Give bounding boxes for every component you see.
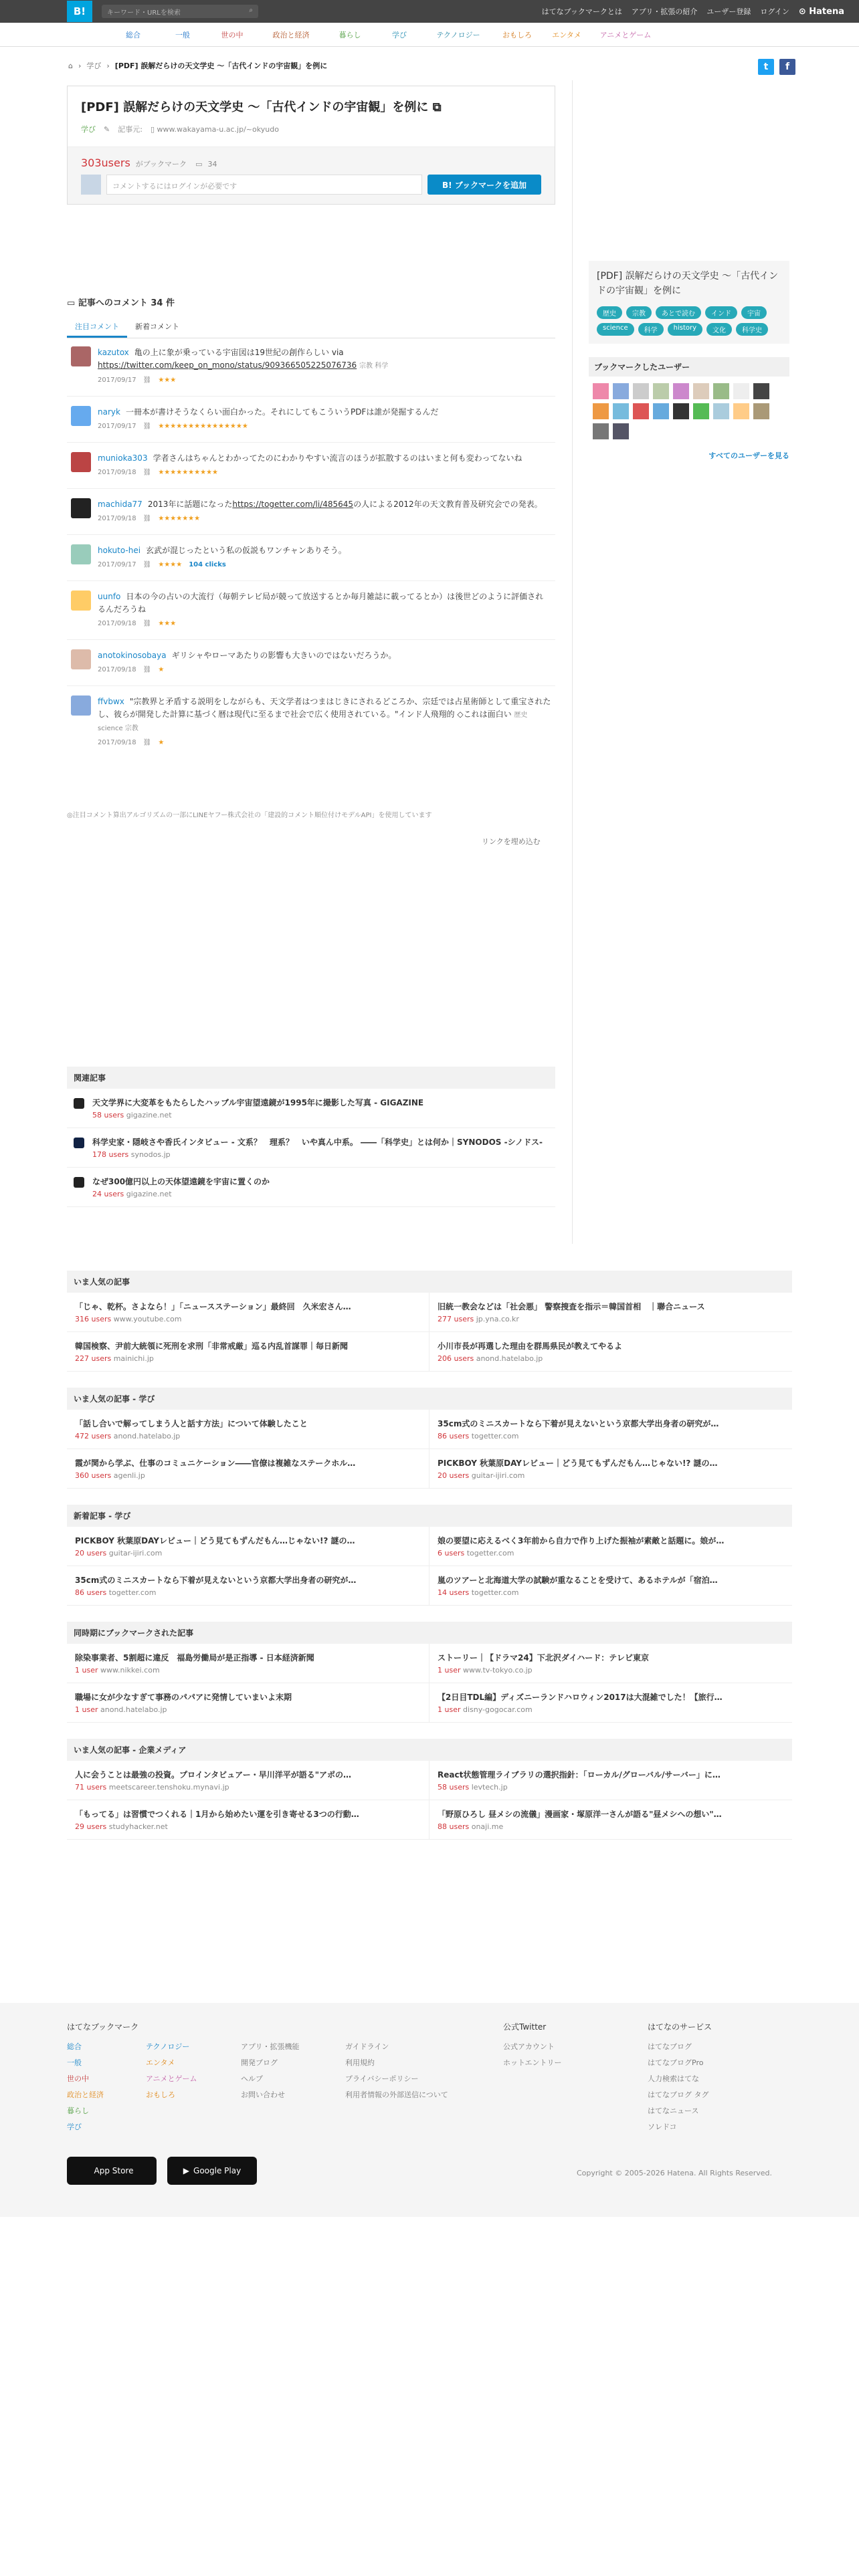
comment-text: 一冊本が書けそうなくらい面白かった。それにしてもこういうPDFは誰が発掘するんだ [125,407,439,417]
article-title[interactable]: 韓国検察、尹前大統領に死刑を求刑「非常戒厳」巡る内乱首謀罪｜毎日新聞 [75,1341,349,1351]
click-count: 104 clicks [189,561,226,568]
article-card[interactable] [430,1566,792,1606]
comment-user[interactable]: ffvbwx [98,697,124,706]
footer-link[interactable]: 学び [67,2123,82,2131]
share-buttons [758,59,795,75]
avatar[interactable] [593,403,609,419]
popular-section [67,1739,792,1840]
article-site[interactable]: anond.hatelabo.jp [113,1432,181,1440]
footer-link[interactable]: ソレドコ [648,2123,677,2131]
related-users[interactable]: 178 users [92,1150,129,1159]
avatar[interactable] [653,403,669,419]
article-title[interactable]: 35cm式のミニスカートなら下着が見えないという京都大学出身者の研究が… [438,1419,719,1428]
tag[interactable]: history [668,323,702,336]
comment-tabs [67,317,555,338]
article-site[interactable]: www.nikkei.com [100,1666,160,1675]
footer-link[interactable]: 世の中 [67,2074,89,2083]
comment-text: 玄武が混じったという私の仮説もワンチャンありそう。 [146,546,347,555]
avatar[interactable] [593,383,609,399]
comment-date[interactable]: 2017/09/18 [98,739,136,746]
article-users[interactable]: 360 users [75,1471,112,1480]
link-icon[interactable]: ⛓ [142,377,152,384]
comment-item [67,686,555,758]
footer-link[interactable]: 総合 [67,2042,82,2051]
article-users[interactable]: 472 users [75,1432,112,1440]
hatena-bookmark-logo[interactable]: B! [67,1,92,22]
entry-box [67,86,555,205]
article-card[interactable] [67,1800,430,1840]
article-users[interactable]: 316 users [75,1315,112,1323]
article-users[interactable]: 1 user [75,1666,98,1675]
app-store-button[interactable]: App Store [67,2157,157,2185]
footer-link[interactable]: 政治と経済 [67,2090,104,2099]
article-users[interactable]: 1 user [438,1705,461,1714]
article-title[interactable]: 嵐のツアーと北海道大学の試験が重なることを受けて、あるホテルが「宿泊… [438,1576,718,1585]
article-site[interactable]: togetter.com [471,1432,519,1440]
nav-it[interactable]: テクノロジー [436,30,480,39]
avatar[interactable] [713,403,729,419]
chevron-right-icon: › [78,61,82,70]
article-title[interactable]: PICKBOY 秋葉原DAYレビュー｜どう見てもずんだもん…じゃない!? 謎の… [438,1459,718,1468]
link-icon[interactable]: ⛓ [142,515,152,522]
article-card[interactable] [67,1410,430,1449]
article-title[interactable]: 職場に女が少なすぎて事務のパパアに発情していまいよ末期 [75,1693,292,1702]
source-label: 記事元: [118,125,142,134]
article-users[interactable]: 206 users [438,1354,474,1363]
article-site[interactable]: anond.hatelabo.jp [100,1705,167,1714]
article-card[interactable] [430,1683,792,1723]
article-card[interactable] [430,1449,792,1489]
footer-link[interactable]: プライバシーポリシー [345,2074,419,2083]
article-users[interactable]: 1 user [438,1666,461,1675]
nav-social[interactable]: 世の中 [221,30,244,39]
sidebar [589,261,789,461]
article-title[interactable]: 霞が関から学ぶ、仕事のコミュニケーション――官僚は複雑なステークホル… [75,1459,356,1468]
nav-entertainment[interactable]: エンタメ [552,30,581,39]
tag[interactable]: 宇宙 [741,306,767,319]
article-card[interactable] [67,1644,430,1683]
avatar[interactable] [71,544,91,564]
article-site[interactable]: mainichi.jp [113,1354,154,1363]
footer-link[interactable]: はてなブログ [648,2042,692,2051]
article-site[interactable]: studyhacker.net [108,1822,168,1831]
comment-text: 2013年に話題になった [147,500,233,509]
site-favicon-icon [74,1177,84,1188]
article-card[interactable] [67,1527,430,1566]
related-item[interactable] [67,1128,555,1168]
comment-user[interactable]: machida77 [98,500,142,509]
article-users[interactable]: 86 users [75,1588,107,1597]
avatar[interactable] [653,383,669,399]
related-site[interactable]: synodos.jp [130,1150,171,1159]
tag[interactable]: インド [705,306,737,319]
google-play-button[interactable]: ▶ Google Play [167,2157,257,2185]
link-icon[interactable]: ⛓ [142,666,152,673]
bookmark-label: がブックマーク [135,160,187,169]
footer-link[interactable]: ホットエントリー [503,2058,562,2067]
tag[interactable]: あとで読む [656,306,701,319]
comment-user[interactable]: munioka303 [98,453,148,463]
avatar[interactable] [713,383,729,399]
comment-item [67,581,555,640]
comment-text-after: の人による2012年の天文教育普及研究会での発表。 [353,500,543,509]
comment-date[interactable]: 2017/09/18 [98,666,136,673]
avatar[interactable] [71,591,91,611]
article-users[interactable]: 71 users [75,1783,107,1792]
article-users[interactable]: 29 users [75,1822,107,1831]
footer-link[interactable]: 暮らし [67,2107,89,2115]
section-heading: いま人気の記事 - 学び [67,1388,792,1410]
footer-link[interactable]: アプリ・拡張機能 [241,2042,300,2051]
related-title[interactable]: 天文学界に大変革をもたらしたハッブル宇宙望遠鏡が1995年に撮影した写真 - GIGAZINE [92,1098,424,1107]
footer-link[interactable]: テクノロジー [146,2042,190,2051]
copyright: Copyright © 2005-2026 Hatena. All Rights Reserved. [577,2169,773,2177]
pencil-icon[interactable]: ✎ [104,124,110,134]
article-card[interactable] [430,1410,792,1449]
article-site[interactable]: levtech.jp [471,1783,508,1792]
comment-user[interactable]: anotokinosobaya [98,651,167,660]
comment-date[interactable]: 2017/09/18 [98,469,136,476]
link-icon[interactable]: ⛓ [142,739,152,746]
top-bar [0,0,859,23]
tab-featured-comments[interactable]: 注目コメント [67,317,127,338]
article-title[interactable]: 「野原ひろし 昼メシの流儀」漫画家・塚原洋一さんが語る"昼メシへの想い"… [438,1810,722,1819]
tag-list [597,306,781,336]
entry-source[interactable]: ▯ www.wakayama-u.ac.jp/~okyudo [150,124,279,134]
avatar[interactable] [693,403,709,419]
article-site[interactable]: www.tv-tokyo.co.jp [463,1666,533,1675]
article-title[interactable]: PICKBOY 秋葉原DAYレビュー｜どう見てもずんだもん…じゃない!? 謎の… [75,1536,355,1545]
article-card[interactable] [67,1293,430,1332]
article-users[interactable]: 88 users [438,1822,470,1831]
related-title[interactable]: 科学史家・隠岐さや香氏インタビュー - 文系？ 理系？ いや真ん中系。 ――「科学史」とは何か｜SYNODOS -シノドス- [92,1138,543,1147]
bookmark-users-count[interactable]: 303users [81,156,130,169]
article-card[interactable] [430,1293,792,1332]
article-card[interactable] [67,1332,430,1372]
link-icon[interactable]: ⛓ [142,469,152,476]
article-site[interactable]: guitar-ijiri.com [108,1549,163,1558]
avatar[interactable] [633,403,649,419]
footer-link[interactable]: 開発ブログ [241,2058,278,2067]
article-card[interactable] [67,1761,430,1800]
footer-link[interactable]: おもしろ [146,2090,175,2099]
popular-section [67,1271,792,1372]
comment-date[interactable]: 2017/09/17 [98,561,136,568]
comment-date[interactable]: 2017/09/18 [98,620,136,627]
link-icon[interactable]: ⛓ [142,620,152,627]
nav-economics[interactable]: 政治と経済 [272,30,310,39]
comment-text: ギリシャやローマあたりの影響も大きいのではないだろうか。 [171,651,397,660]
nav-general[interactable]: 総合 [126,30,140,39]
tab-new-comments[interactable]: 新着コメント [135,322,179,331]
stars[interactable]: ★★★★★★★★★★★★★★★ [158,423,248,430]
article-users[interactable]: 20 users [75,1549,107,1558]
article-site[interactable]: www.youtube.com [113,1315,182,1323]
article-card[interactable] [430,1332,792,1372]
comment-user[interactable]: kazutox [98,348,129,357]
nav-game[interactable]: アニメとゲーム [599,30,652,39]
nav-fun[interactable]: おもしろ [502,30,532,39]
tag[interactable]: 科学史 [736,323,768,336]
footer-link[interactable]: エンタメ [146,2058,175,2067]
article-card[interactable] [430,1800,792,1840]
comment-tags: 宗教 科学 [359,362,389,370]
article-users[interactable]: 14 users [438,1588,470,1597]
bookmarked-users-heading: ブックマークしたユーザー [589,357,789,377]
article-title[interactable]: ストーリー｜【ドラマ24】下北沢ダイハード：テレビ東京 [438,1653,649,1662]
twitter-share-icon[interactable]: t [758,59,774,75]
article-card[interactable] [67,1566,430,1606]
article-title[interactable]: 35cm式のミニスカートなら下着が見えないという京都大学出身者の研究が… [75,1576,357,1585]
avatar[interactable] [71,406,91,426]
tag[interactable]: 歴史 [597,306,622,319]
comment-text: 亀の上に象が乗っている宇宙図は19世紀の創作らしい via [134,348,344,357]
article-title[interactable]: 旧統一教会などは「社会悪」 警察捜査を指示＝韓国首相 ｜聯合ニュース [438,1302,705,1311]
section-heading: 新着記事 - 学び [67,1505,792,1527]
article-title[interactable]: 小川市長が再選した理由を群馬県民が教えてやるよ [438,1341,623,1351]
article-users[interactable]: 227 users [75,1354,112,1363]
footer-heading: はてなブックマーク [67,2022,139,2032]
play-icon: ▶ [183,2166,190,2175]
article-site[interactable]: anond.hatelabo.jp [476,1354,543,1363]
popular-section [67,1505,792,1606]
article-site[interactable]: meetscareer.tenshoku.mynavi.jp [108,1783,229,1792]
comment-link[interactable]: https://twitter.com/keep_on_mono/status/909366505225076736 [98,360,357,370]
avatar[interactable] [673,383,689,399]
avatar[interactable] [733,403,749,419]
article-card[interactable] [430,1761,792,1800]
footer-heading: 公式Twitter [503,2022,547,2032]
article-site[interactable]: onaji.me [471,1822,504,1831]
article-title[interactable]: 「話し合いで解ってしまう人と話す方法」について体験したこと [75,1419,308,1428]
stars[interactable]: ★ [158,666,165,673]
tag[interactable]: 文化 [706,323,732,336]
category-nav [0,23,859,47]
comment-icon: ▭ [67,298,76,308]
home-icon[interactable]: ⌂ [68,61,73,70]
related-users[interactable]: 58 users [92,1111,124,1119]
external-link-icon[interactable]: ⧉ [432,100,442,114]
comment-item [67,535,555,581]
footer-heading: はてなのサービス [648,2022,712,2032]
user-icon-grid [589,377,789,446]
nav-ippan[interactable]: 一般 [175,30,190,39]
article-title[interactable]: 娘の要望に応えるべく3年前から自力で作り上げた振袖が素敵と話題に。娘が… [438,1536,725,1545]
avatar[interactable] [753,403,769,419]
breadcrumb-current: [PDF] 誤解だらけの天文学史 〜「古代インドの宇宙観」を例に [114,62,328,70]
footer-link[interactable]: 公式アカウント [503,2042,555,2051]
related-articles [67,1067,555,1207]
article-site[interactable]: togetter.com [108,1588,157,1597]
site-favicon-icon [74,1138,84,1148]
entry-category[interactable]: 学び [81,125,96,134]
section-heading: 同時期にブックマークされた記事 [67,1622,792,1644]
footer-link[interactable]: はてなブログ タグ [648,2090,709,2099]
popular-sections [67,1271,792,1856]
article-card[interactable] [430,1644,792,1683]
article-users[interactable]: 1 user [75,1705,98,1714]
article-site[interactable]: jp.yna.co.kr [476,1315,519,1323]
sidebar-title[interactable]: [PDF] 誤解だらけの天文学史 〜「古代インドの宇宙観」を例に [597,271,779,296]
article-site[interactable]: guitar-ijiri.com [471,1471,525,1480]
search-input[interactable]: キーワード・URLを検索 ⌕ [102,5,258,18]
section-heading: いま人気の記事 - 企業メディア [67,1739,792,1761]
stars[interactable]: ★★★★ [158,561,183,568]
comment-item [67,337,555,397]
comment-item [67,489,555,535]
article-site[interactable]: agenli.jp [113,1471,145,1480]
article-site[interactable]: togetter.com [471,1588,519,1597]
hatena-logo-icon: ⊙ [798,6,806,17]
avatar [81,175,101,195]
footer-link[interactable]: 利用規約 [345,2058,375,2067]
avatar[interactable] [71,346,91,366]
footer-link[interactable]: はてなニュース [648,2107,699,2115]
footer-link[interactable]: お問い合わせ [241,2090,285,2099]
entry-title[interactable]: [PDF] 誤解だらけの天文学史 〜「古代インドの宇宙観」を例に ⧉ [81,100,442,114]
comment-text: 日本の今の占いの大流行（毎朝テレビ局が競って放送するとか毎月雑誌に載ってるとか）は後世どのように評価されるんだろうね [98,592,544,614]
comment-text: 学者さんはちゃんとわかってたのにわかりやすい流言のほうが拡散するのはいまと何も変わってないね [153,453,522,463]
avatar[interactable] [593,423,609,439]
facebook-share-icon[interactable]: f [779,59,795,75]
footer-link[interactable]: ヘルプ [241,2074,263,2083]
comment-input[interactable]: コメントするにはログインが必要です [106,175,422,195]
footer-link[interactable]: 利用者情報の外部送信について [345,2090,448,2099]
avatar[interactable] [613,403,629,419]
about-link[interactable]: はてなブックマークとは [541,7,622,16]
footer-link[interactable]: アニメとゲーム [146,2074,197,2083]
column-divider [572,80,573,1244]
breadcrumb-parent[interactable]: 学び [86,62,102,70]
comments-heading: ▭ 記事へのコメント 34 件 [67,298,175,308]
register-link[interactable]: ユーザー登録 [706,7,751,16]
comment-user[interactable]: uunfo [98,592,121,601]
avatar[interactable] [693,383,709,399]
related-site[interactable]: gigazine.net [126,1190,172,1198]
article-title[interactable]: 【2日目TDL編】ディズニーランドハロウィン2017は大混雑でした！【旅行… [438,1693,723,1702]
comment-link[interactable]: https://togetter.com/li/485645 [232,500,354,509]
stars[interactable]: ★★★ [158,377,177,384]
document-icon: ▯ [150,124,155,134]
related-users[interactable]: 24 users [92,1190,124,1198]
footer [0,2003,859,2217]
chevron-right-icon: › [106,61,110,70]
avatar[interactable] [613,383,629,399]
footer-link[interactable]: 一般 [67,2058,82,2067]
article-users[interactable]: 6 users [438,1549,465,1558]
related-site[interactable]: gigazine.net [126,1111,172,1119]
avatar[interactable] [71,695,91,716]
article-site[interactable]: togetter.com [466,1549,514,1558]
nav-life[interactable]: 暮らし [339,30,361,39]
tag[interactable]: 宗教 [626,306,652,319]
article-card[interactable] [67,1449,430,1489]
comment-user[interactable]: hokuto-hei [98,546,141,555]
stars[interactable]: ★★★ [158,620,177,627]
avatar[interactable] [71,452,91,472]
tag[interactable]: science [597,323,634,336]
article-card[interactable] [430,1527,792,1566]
comment-date[interactable]: 2017/09/17 [98,423,136,430]
comment-item [67,397,555,443]
algorithm-footnote: ◎注目コメント算出アルゴリズムの一部にLINEヤフー株式会社の「建設的コメント順位付けモデルAPI」を使用しています [67,812,432,819]
related-heading: 関連記事 [67,1067,555,1089]
site-favicon-icon [74,1098,84,1109]
avatar[interactable] [71,498,91,518]
avatar[interactable] [71,649,91,669]
related-title[interactable]: なぜ300億円以上の天体望遠鏡を宇宙に置くのか [92,1177,270,1186]
comment-date[interactable]: 2017/09/17 [98,377,136,384]
link-icon[interactable]: ⛓ [142,561,152,568]
comment-user[interactable]: naryk [98,407,120,417]
nav-knowledge[interactable]: 学び [392,30,407,39]
popular-section [67,1388,792,1489]
related-item[interactable] [67,1168,555,1207]
article-site[interactable]: disny-gogocar.com [463,1705,533,1714]
article-users[interactable]: 58 users [438,1783,470,1792]
comment-item [67,640,555,686]
article-title[interactable]: React状態管理ライブラリの選択指針：「ローカル/グローバル/サーバー」に… [438,1770,721,1780]
footer-link[interactable]: はてなブログPro [648,2058,704,2067]
avatar[interactable] [633,383,649,399]
comment-date[interactable]: 2017/09/18 [98,515,136,522]
apps-link[interactable]: アプリ・拡張の紹介 [631,7,698,16]
article-title[interactable]: 人に会うことは最強の投資。プロインタビュアー・早川洋平が語る"アポの… [75,1770,352,1780]
top-links [542,6,844,17]
comment-count: 34 [207,160,217,169]
comment-item [67,443,555,489]
popular-section [67,1622,792,1723]
avatar[interactable] [733,383,749,399]
article-users[interactable]: 86 users [438,1432,470,1440]
related-item[interactable] [67,1089,555,1128]
login-link[interactable]: ログイン [760,7,789,16]
comment-text: "宗教界と矛盾する説明をしながらも、天文学者はつまはじきにされるどころか、宗廷では占星術師として重宝されたし、彼らが開発した計算に基づく暦は現代に至るまで社会で広く使用されている。"インド人飛翔的 ◇これは面白い [98,697,551,719]
article-title[interactable]: 「もってる」は習慣でつくれる｜1月から始めたい運を引き寄せる3つの行動… [75,1810,359,1819]
avatar[interactable] [613,423,629,439]
all-users-link[interactable]: すべてのユーザーを見る [708,451,789,460]
hatena-logo[interactable]: ⊙ Hatena [798,6,844,17]
embed-link[interactable]: リンクを埋め込む [482,837,541,846]
article-card[interactable] [67,1683,430,1723]
comment-tags: 歴史 science 宗教 [98,712,528,732]
footer-link[interactable]: 人力検索はてな [648,2074,699,2083]
avatar[interactable] [673,403,689,419]
stars[interactable]: ★★★★★★★ [158,515,201,522]
stars[interactable]: ★★★★★★★★★★ [158,469,218,476]
article-users[interactable]: 20 users [438,1471,470,1480]
article-title[interactable]: 除染事業者、5割超に違反 福島労働局が是正指導 - 日本経済新聞 [75,1653,314,1662]
comment-icon: ▭ [195,160,203,169]
stars[interactable]: ★ [158,739,165,746]
article-users[interactable]: 277 users [438,1315,474,1323]
avatar[interactable] [753,383,769,399]
add-bookmark-button[interactable]: B! ブックマークを追加 [427,175,541,195]
article-title[interactable]: 「じゃ、乾杯。さよなら！」「ニュースステーション」最終回 久米宏さん… [75,1302,351,1311]
tag[interactable]: 科学 [638,323,664,336]
link-icon[interactable]: ⛓ [142,423,152,430]
breadcrumb [68,60,327,71]
comment-list [67,337,555,758]
search-icon[interactable]: ⌕ [249,7,253,14]
footer-link[interactable]: ガイドライン [345,2042,389,2051]
section-heading: いま人気の記事 [67,1271,792,1293]
